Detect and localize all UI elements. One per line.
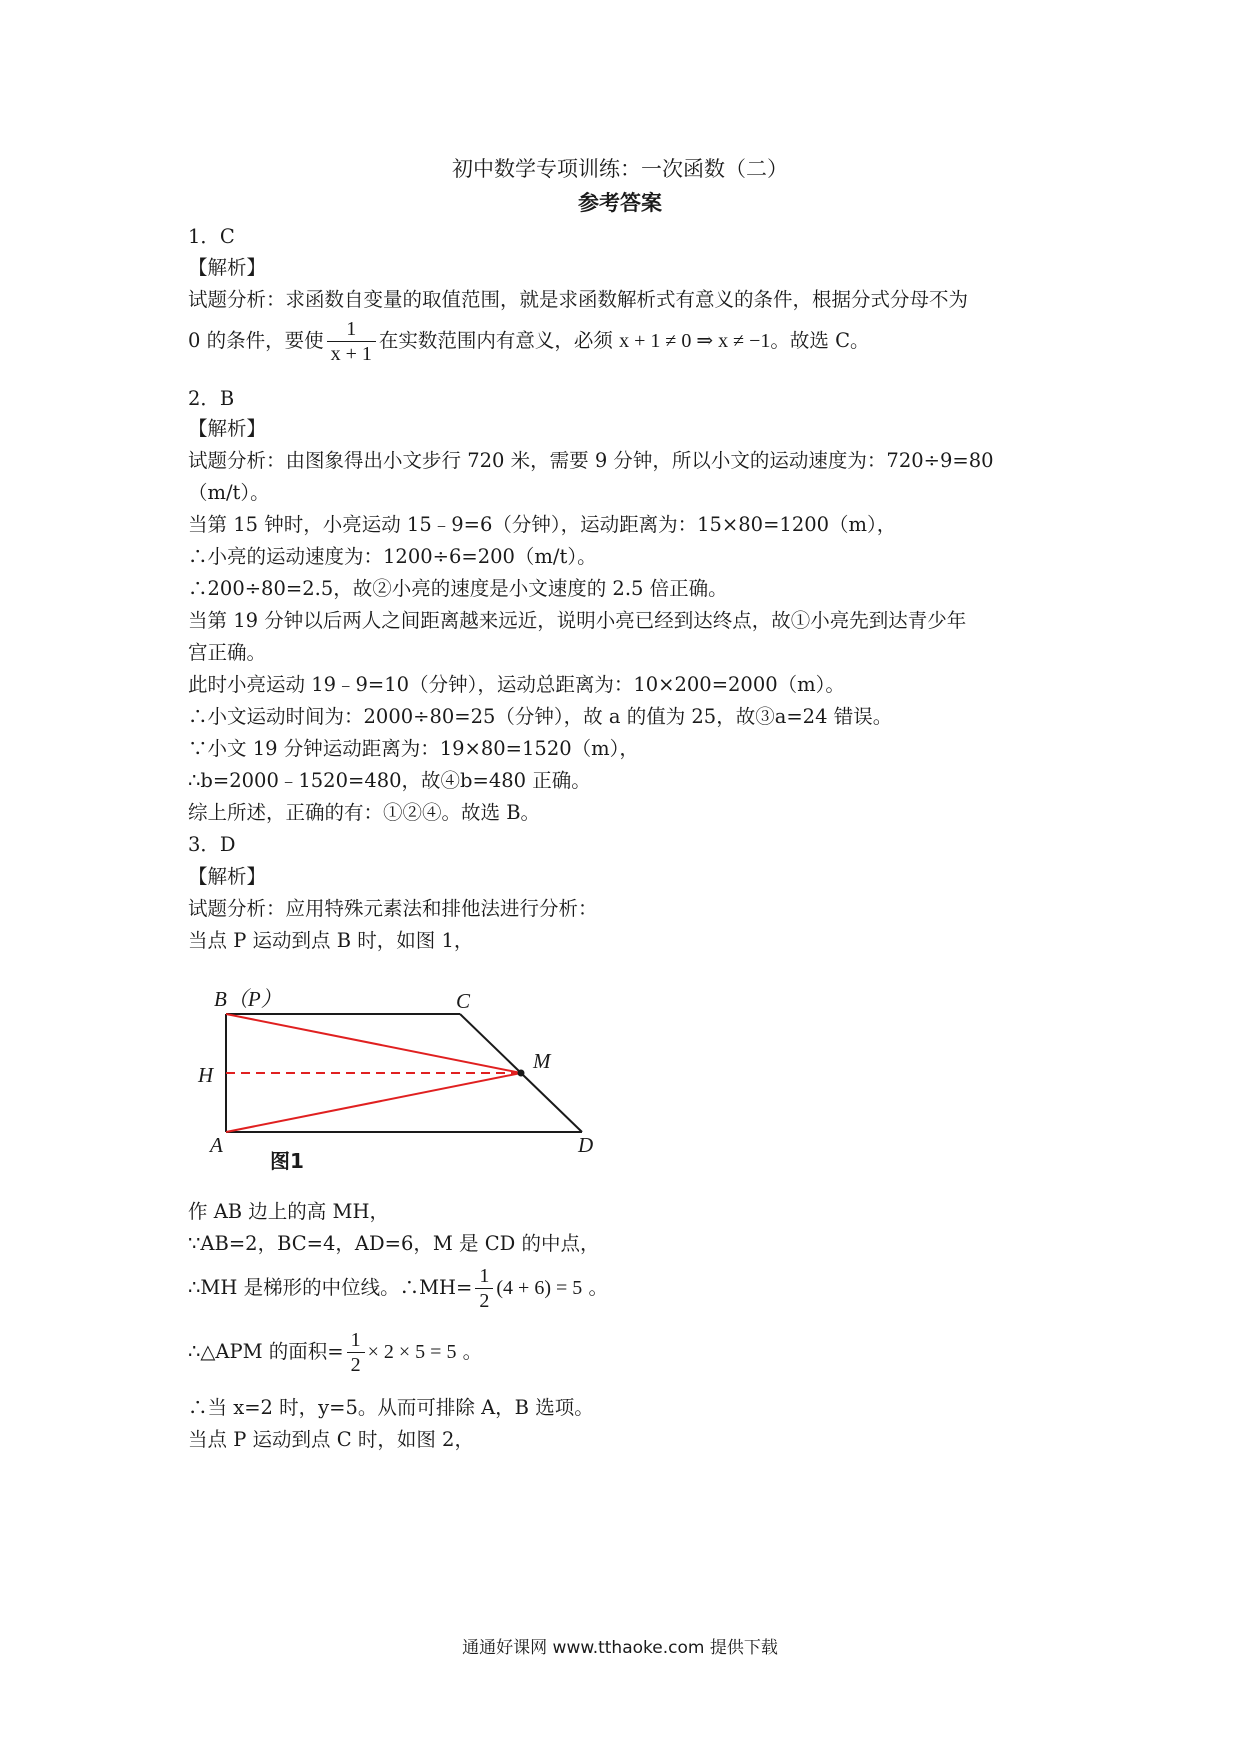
q1-text2b: 在实数范围内有意义，必须 [378,329,613,352]
segment-am [226,1073,521,1132]
q1-frac-den: x + 1 [330,343,372,365]
q1-analysis-tag: 【解析】 [188,256,267,279]
figure-caption: 图1 [270,1149,304,1173]
q2-line-11: ∴b=2000﹣1520=480，故④b=480 正确。 [188,769,591,792]
q1-condition: x + 1 ≠ 0 ⇒ x ≠ −1 [619,330,771,352]
q3-line-4: ∵AB=2，BC=4，AD=6，M 是 CD 的中点， [188,1232,600,1255]
q3-line6-math: × 2 × 5 = 5 [367,1341,457,1363]
label-d: D [578,1133,594,1157]
q3-line6-fraction [347,1328,365,1377]
q1-frac-num: 1 [327,317,376,342]
q3-line6a: ∴△APM 的面积= [188,1340,344,1363]
q3-line6-frac-num: 1 [347,1328,365,1353]
q2-analysis-tag: 【解析】 [188,417,267,440]
q2-line-4: ∴小亮的运动速度为：1200÷6=200（m/t）。 [188,545,597,568]
q3-line5a: ∴MH 是梯形的中位线。∴MH= [188,1276,473,1299]
page-footer: 通通好课网 www.tthaoke.com 提供下载 [462,1638,778,1658]
label-b-p: B（P） [214,987,282,1011]
q2-line-3: 当第 15 钟时，小亮运动 15﹣9=6（分钟），运动距离为：15×80=1200（m）， [188,513,897,536]
q2-line-9: ∴小文运动时间为：2000÷80=25（分钟），故 a 的值为 25，故③a=24 错误。 [188,705,893,728]
label-m: M [533,1049,551,1073]
label-c: C [456,989,471,1013]
q2-line-6: 当第 19 分钟以后两人之间距离越来远近，说明小亮已经到达终点，故①小亮先到达青少年 [188,609,967,632]
point-m [518,1070,525,1077]
q3-line5b: 。 [588,1276,608,1299]
q3-line5-math: (4 + 6) = 5 [496,1277,583,1299]
q2-line-12: 综上所述，正确的有：①②④。故选 B。 [188,801,541,824]
q2-line-5: ∴200÷80=2.5，故②小亮的速度是小文速度的 2.5 倍正确。 [188,577,728,600]
q3-line6-frac-den: 2 [350,1354,361,1376]
q3-line-7: ∴当 x=2 时，y=5。从而可排除 A，B 选项。 [188,1396,594,1419]
document-title: 初中数学专项训练：一次函数（二） [452,157,788,181]
q2-line-8: 此时小亮运动 19﹣9=10（分钟），运动总距离为：10×200=2000（m）。 [188,673,845,696]
q1-text-line1: 试题分析：求函数自变量的取值范围，就是求函数解析式有意义的条件，根据分式分母不为 [188,288,969,311]
q3-analysis-tag: 【解析】 [188,865,267,888]
label-a: A [210,1133,223,1157]
trapezoid-figure [190,982,610,1177]
q3-answer: 3．D [188,833,236,856]
label-h: H [198,1063,214,1087]
q3-line-2: 当点 P 运动到点 B 时，如图 1， [188,929,474,952]
q3-line-6 [188,1328,482,1377]
q2-line-2: （m/t）。 [188,481,270,504]
q3-line-1: 试题分析：应用特殊元素法和排他法进行分析： [188,897,598,920]
q3-line5-frac-den: 2 [479,1290,490,1312]
q3-line-5 [188,1264,608,1313]
q1-text2c: 。故选 C。 [770,329,870,352]
q1-answer: 1．C [188,225,235,248]
q1-text2a: 0 的条件，要使 [188,329,324,352]
q2-line-10: ∵小文 19 分钟运动距离为：19×80=1520（m）， [188,737,639,760]
q3-line-3: 作 AB 边上的高 MH， [188,1200,389,1223]
q1-fraction [327,317,376,366]
segment-pm [226,1014,521,1073]
q1-text-line2 [188,317,870,366]
q2-answer: 2．B [188,387,235,410]
q3-line-8: 当点 P 运动到点 C 时，如图 2， [188,1428,474,1451]
q3-line6b: 。 [462,1340,483,1363]
q2-line-7: 宫正确。 [188,641,267,664]
q3-line5-frac-num: 1 [475,1264,493,1289]
q2-line-1: 试题分析：由图象得出小文步行 720 米，需要 9 分钟，所以小文的运动速度为：720÷9=80 [188,449,994,472]
q3-line5-fraction [475,1264,493,1313]
document-subtitle: 参考答案 [578,190,662,215]
